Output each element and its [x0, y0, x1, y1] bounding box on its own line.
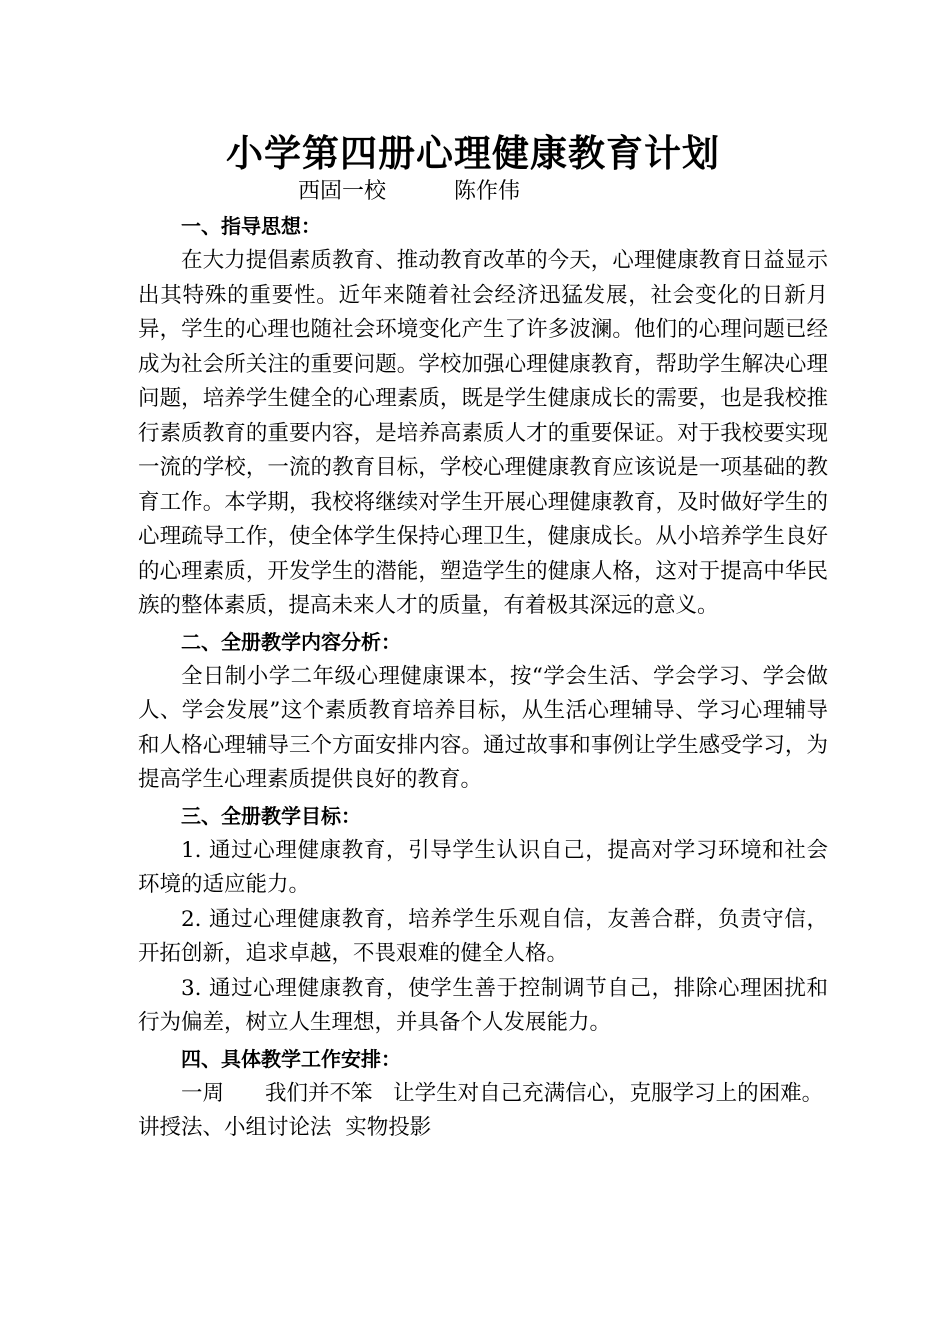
school-name: 西固一校 [298, 179, 387, 204]
goal-item: 2. 通过心理健康教育，培养学生乐观自信，友善合群，负责守信，开拓创新，追求卓越，不畏艰难的健全人格。 [138, 906, 828, 966]
section-paragraph-content-analysis: 全日制小学二年级心理健康课本，按“学会生活、学会学习、学会做人、学会发展”这个素质教育培养目标，从生活心理辅导、学习心理辅导和人格心理辅导三个方面安排内容。通过故事和事例让学生感受学习，为提高学生心理素质提供良好的教育。 [138, 663, 828, 792]
section-heading-guiding-ideology: 一、指导思想： [181, 214, 321, 238]
schedule-goal: 让学生对自己充满信心，克服学习上的困难。 [393, 1080, 824, 1106]
schedule-week: 一周 [181, 1080, 225, 1106]
byline [298, 176, 520, 208]
section-heading-work-arrangement: 四、具体教学工作安排： [181, 1046, 401, 1071]
document-body [138, 208, 828, 1146]
goal-item: 1. 通过心理健康教育，引导学生认识自己，提高对学习环境和社会环境的适应能力。 [138, 837, 828, 897]
schedule-row [138, 1077, 828, 1146]
schedule-lesson: 我们并不笨 [265, 1080, 373, 1106]
goal-item: 3. 通过心理健康教育，使学生善于控制调节自己，排除心理困扰和行为偏差，树立人生理想，并具备个人发展能力。 [138, 975, 828, 1035]
section-paragraph-guiding-ideology: 在大力提倡素质教育、推动教育改革的今天，心理健康教育日益显示出其特殊的重要性。近年来随着社会经济迅猛发展，社会变化的日新月异，学生的心理也随社会环境变化产生了许多波澜。他们的心理问题已经成为社会所关注的重要问题。学校加强心理健康教育，帮助学生解决心理问题，培养学生健全的心理素质，既是学生健康成长的需要，也是我校推行素质教育的重要内容，是培养高素质人才的重要保证。对于我校要实现一流的学校，一流的教育目标，学校心理健康教育应该说是一项基础的教育工作。本学期，我校将继续对学生开展心理健康教育，及时做好学生的心理疏导工作，使全体学生保持心理卫生，健康成长。从小培养学生良好的心理素质，开发学生的潜能，塑造学生的健康人格，这对于提高中华民族的整体素质，提高未来人才的质量，有着极其深远的意义。 [138, 248, 828, 618]
section-heading-teaching-goals: 三、全册教学目标： [181, 803, 361, 828]
schedule-methods: 讲授法、小组讨论法 [138, 1115, 332, 1140]
section-heading-content-analysis: 二、全册教学内容分析： [181, 629, 401, 654]
document-title: 小学第四册心理健康教育计划 [226, 132, 720, 175]
schedule-tools: 实物投影 [345, 1115, 432, 1140]
author-name: 陈作伟 [454, 179, 521, 204]
